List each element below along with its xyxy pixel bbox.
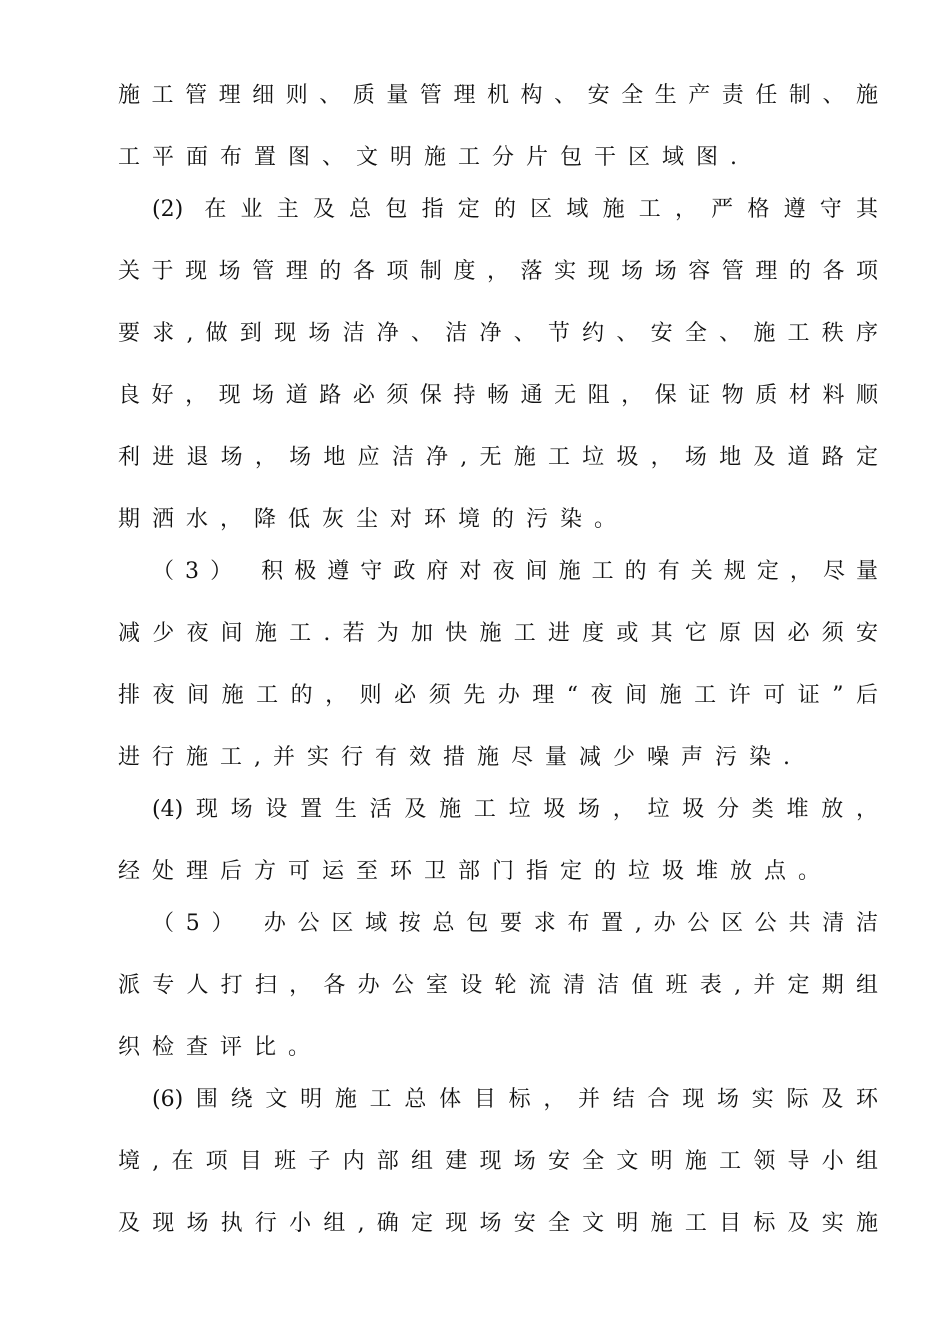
text-line: （5） 办公区域按总包要求布置,办公区公共清洁 [152, 911, 878, 936]
text-line: (6)围绕文明施工总体目标，并结合现场实际及环 [152, 1087, 878, 1112]
text-line: 工平面布置图、文明施工分片包干区域图. [118, 145, 749, 170]
text-line: (2) 在业主及总包指定的区域施工，严格遵守其 [152, 197, 878, 222]
text-line: 及现场执行小组,确定现场安全文明施工目标及实施 [118, 1211, 878, 1236]
text-line: 关于现场管理的各项制度，落实现场场容管理的各项 [118, 259, 878, 284]
text-line: 要求,做到现场洁净、洁净、节约、安全、施工秩序 [118, 321, 878, 346]
text-line: （3） 积极遵守政府对夜间施工的有关规定，尽量 [152, 559, 878, 584]
text-line: 境,在项目班子内部组建现场安全文明施工领导小组 [118, 1149, 878, 1174]
text-line: 良好，现场道路必须保持畅通无阻，保证物质材料顺 [118, 383, 878, 408]
text-line: 利进退场，场地应洁净,无施工垃圾，场地及道路定 [118, 445, 878, 470]
text-line: 排夜间施工的，则必须先办理“夜间施工许可证”后 [118, 683, 878, 708]
text-line: 经处理后方可运至环卫部门指定的垃圾堆放点。 [118, 859, 833, 884]
text-line: 派专人打扫，各办公室设轮流清洁值班表,并定期组 [118, 973, 878, 998]
text-line: 施工管理细则、质量管理机构、安全生产责任制、施 [118, 83, 878, 108]
text-line: 减少夜间施工.若为加快施工进度或其它原因必须安 [118, 621, 878, 646]
text-line: 进行施工,并实行有效措施尽量减少噪声污染. [118, 745, 802, 770]
text-line: (4)现场设置生活及施工垃圾场，垃圾分类堆放， [152, 797, 878, 822]
text-line: 期洒水，降低灰尘对环境的污染。 [118, 507, 629, 532]
text-line: 织检查评比。 [118, 1035, 323, 1060]
